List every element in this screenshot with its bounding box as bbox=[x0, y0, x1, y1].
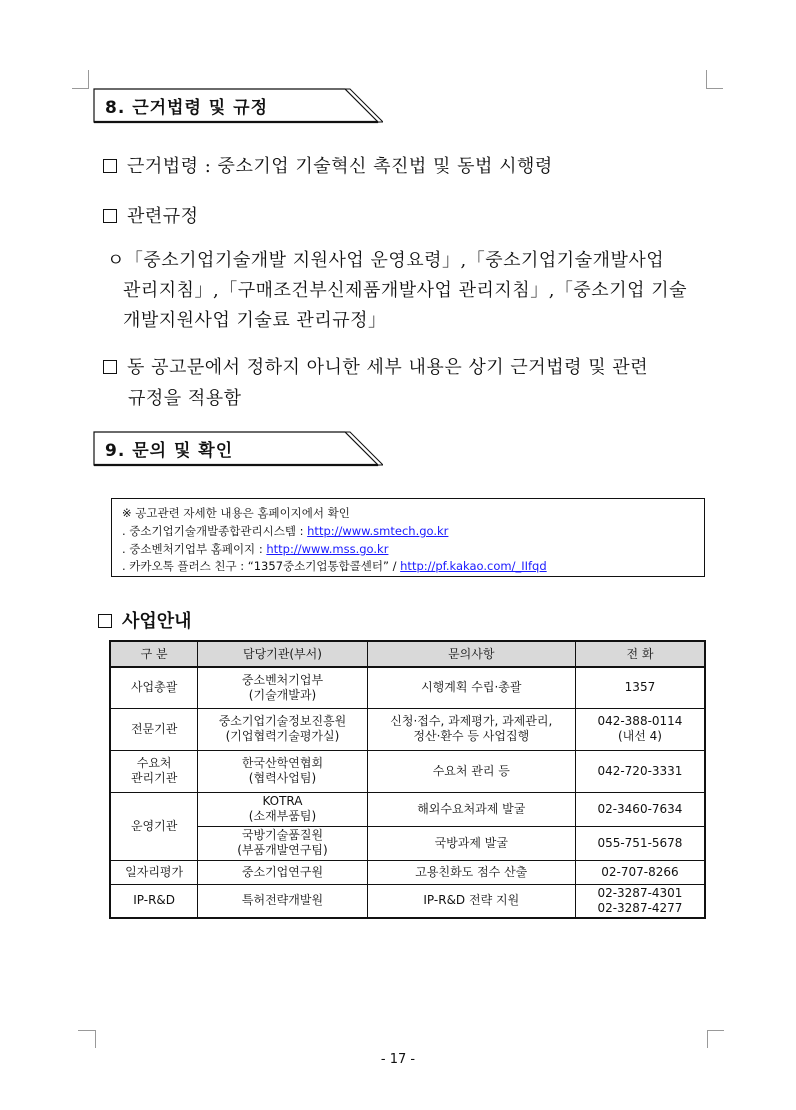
section-8-heading bbox=[93, 88, 383, 122]
info-kakao: . 카카오톡 플러스 친구 : “1357중소기업통합콜센터” / http://pf.kakao.com/_IIfqd bbox=[122, 559, 547, 573]
business-guide-heading: 사업안내 bbox=[98, 607, 192, 633]
contact-table bbox=[109, 640, 706, 919]
info-mss: . 중소벤처기업부 홈페이지 : http://www.mss.go.kr bbox=[122, 542, 389, 556]
rules-list-line-2: 관리지침」,「구매조건부신제품개발사업 관리지침」,「중소기업 기술 bbox=[123, 280, 687, 301]
table-header-row bbox=[110, 641, 705, 667]
rules-list-line-1: ㅇ「중소기업기술개발 지원사업 운영요령」,「중소기업기술개발사업 bbox=[107, 250, 665, 271]
corner-mark-bottom-left-h bbox=[78, 1030, 95, 1031]
table-row: 수요처 관리기관 한국산학연협회 (협력사업팀) 수요처 관리 등 042-720-3331 bbox=[110, 750, 705, 792]
corner-mark-top-right bbox=[706, 70, 707, 88]
corner-mark-bottom-right-h bbox=[707, 1030, 724, 1031]
table-row: 일자리평가 중소기업연구원 고용친화도 점수 산출 02-707-8266 bbox=[110, 860, 705, 884]
table-row: 사업총괄 중소벤처기업부 (기술개발과) 시행계획 수립·총괄 1357 bbox=[110, 667, 705, 708]
header-category: 구 분 bbox=[110, 641, 198, 667]
checkbox-square-icon bbox=[103, 209, 117, 223]
law-basis-item bbox=[103, 152, 553, 178]
info-note: ※ 공고관련 자세한 내용은 홈페이지에서 확인 bbox=[122, 506, 350, 520]
corner-mark-bottom-right bbox=[707, 1030, 708, 1048]
table-row: IP-R&D 특허전략개발원 IP-R&D 전략 지원 02-3287-4301 02-3287-4277 bbox=[110, 884, 705, 918]
related-rules-item bbox=[103, 202, 199, 228]
header-agency: 담당기관(부서) bbox=[198, 641, 367, 667]
law-basis-text: 근거법령 : 중소기업 기술혁신 촉진법 및 동법 시행령 bbox=[127, 156, 553, 177]
smtech-link[interactable]: http://www.smtech.go.kr bbox=[307, 524, 449, 538]
corner-mark-top-left-h bbox=[72, 88, 89, 89]
other-details-item bbox=[103, 353, 648, 379]
other-details-line-2: 규정을 적용함 bbox=[128, 388, 242, 409]
page-number: - 17 - bbox=[380, 1052, 416, 1067]
info-smtech: . 중소기업기술개발종합관리시스템 : http://www.smtech.go.kr bbox=[122, 524, 449, 538]
section-9-heading bbox=[93, 431, 383, 465]
table-row: 운영기관 KOTRA (소재부품팀) 해외수요처과제 발굴 02-3460-7634 bbox=[110, 792, 705, 826]
checkbox-square-icon bbox=[98, 614, 112, 628]
checkbox-square-icon bbox=[103, 159, 117, 173]
kakao-link[interactable]: http://pf.kakao.com/_IIfqd bbox=[400, 559, 547, 573]
corner-mark-bottom-left bbox=[95, 1030, 96, 1048]
checkbox-square-icon bbox=[103, 360, 117, 374]
other-details-text: 동 공고문에서 정하지 아니한 세부 내용은 상기 근거법령 및 관련 bbox=[127, 357, 649, 378]
inquiry-info-box bbox=[111, 498, 705, 577]
mss-link[interactable]: http://www.mss.go.kr bbox=[266, 542, 389, 556]
section-8-title: 8. 근거법령 및 규정 bbox=[105, 98, 268, 118]
rules-list-line-3: 개발지원사업 기술료 관리규정」 bbox=[123, 310, 387, 331]
table-row: 국방기술품질원 (부품개발연구팀) 국방과제 발굴 055-751-5678 bbox=[110, 826, 705, 860]
header-inquiry: 문의사항 bbox=[367, 641, 575, 667]
section-9-title: 9. 문의 및 확인 bbox=[105, 441, 234, 461]
header-phone: 전 화 bbox=[575, 641, 705, 667]
related-rules-text: 관련규정 bbox=[127, 206, 199, 227]
table-row: 전문기관 중소기업기술정보진흥원 (기업협력기술평가실) 신청·접수, 과제평가, 과제관리, 정산·환수 등 사업집행 042-388-0114 (내선 4) bbox=[110, 708, 705, 750]
corner-mark-top-left bbox=[88, 70, 89, 88]
corner-mark-top-right-h bbox=[706, 88, 723, 89]
